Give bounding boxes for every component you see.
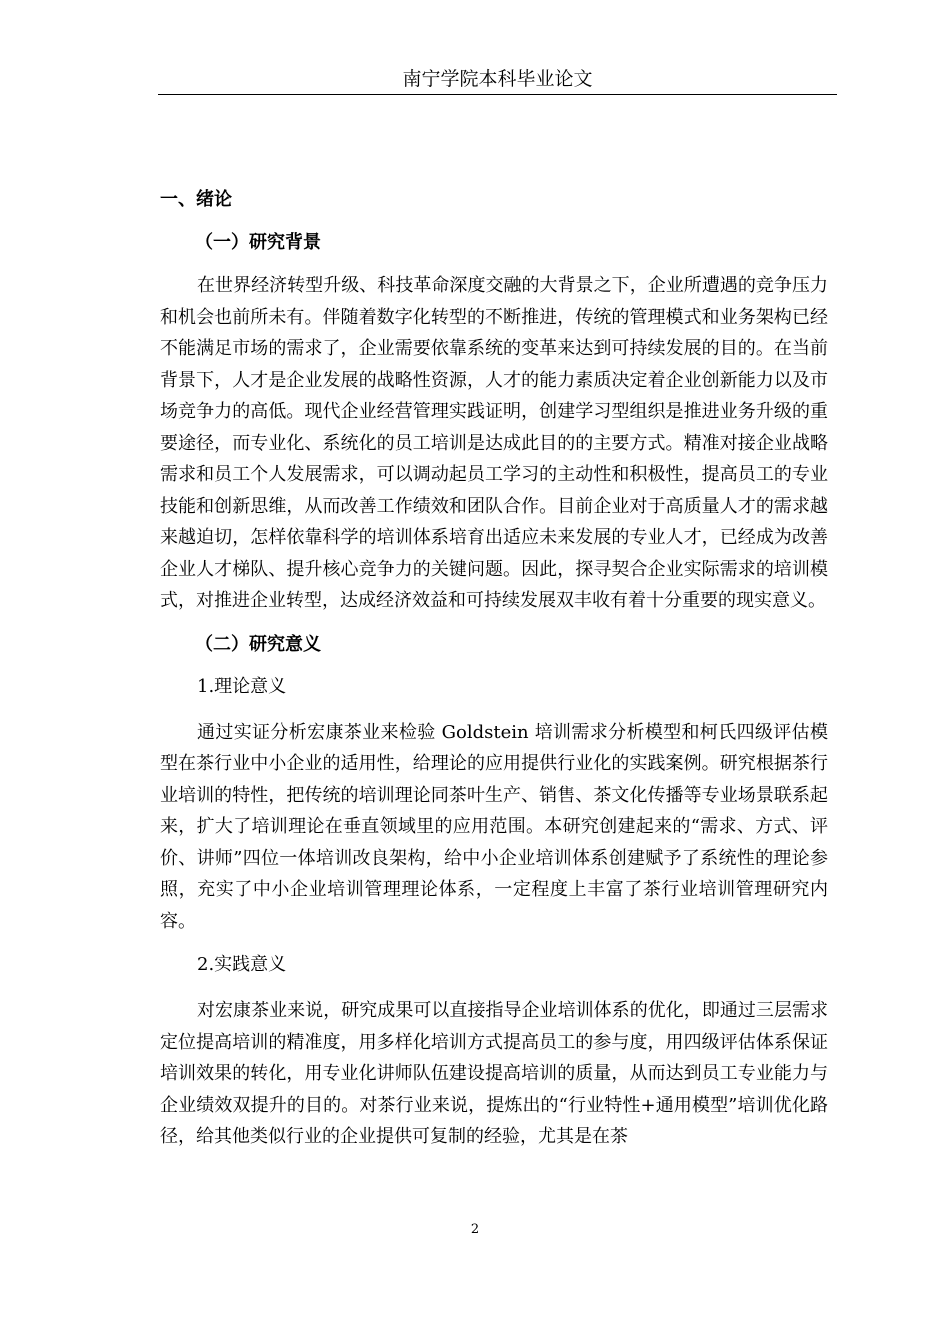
page-number: 2 [470, 1222, 480, 1237]
subsection-heading-practice: 2.实践意义 [197, 954, 287, 975]
header-title: 南宁学院本科毕业论文 [402, 68, 593, 90]
page-header [158, 64, 837, 95]
document-body [160, 185, 828, 1166]
paragraph-background: 在世界经济转型升级、科技革命深度交融的大背景之下，企业所遭遇的竞争压力和机会也前所未有。伴随着数字化转型的不断推进，传统的管理模式和业务架构已经不能满足市场的需求了，企业需要依靠系统的变革来达到可持续发展的目的。在当前背景下，人才是企业发展的战略性资源，人才的能力素质决定着企业创新能力以及市场竞争力的高低。现代企业经营管理实践证明，创建学习型组织是推进业务升级的重要途径，而专业化、系统化的员工培训是达成此目的的主要方式。精准对接企业战略需求和员工个人发展需求，可以调动起员工学习的主动性和积极性，提高员工的专业技能和创新思维，从而改善工作绩效和团队合作。目前企业对于高质量人才的需求越来越迫切，怎样依靠科学的培训体系培育出适应未来发展的专业人才，已经成为改善企业人才梯队、提升核心竞争力的关键问题。因此，探寻契合企业实际需求的培训模式，对推进企业转型，达成经济效益和可持续发展双丰收有着十分重要的现实意义。 [160, 275, 828, 611]
paragraph-practice: 对宏康茶业来说，研究成果可以直接指导企业培训体系的优化，即通过三层需求定位提高培训的精准度，用多样化培训方式提高员工的参与度，用四级评估体系保证培训效果的转化，用专业化讲师队伍建设提高培训的质量，从而达到员工专业能力与企业绩效双提升的目的。对茶行业来说，提炼出的“行业特性+通用模型”培训优化路径，给其他类似行业的企业提供可复制的经验，尤其是在茶 [160, 1000, 828, 1147]
paragraph-theory: 通过实证分析宏康茶业来检验 Goldstein 培训需求分析模型和柯氏四级评估模型在茶行业中小企业的适用性，给理论的应用提供行业化的实践案例。研究根据茶行业培训的特性，把传统的培训理论同茶叶生产、销售、茶文化传播等专业场景联系起来，扩大了培训理论在垂直领域里的应用范围。本研究创建起来的“需求、方式、评价、讲师”四位一体培训改良架构，给中小企业培训体系创建赋予了系统性的理论参照，充实了中小企业培训管理理论体系，一定程度上丰富了茶行业培训管理研究内容。 [160, 721, 828, 932]
section-heading-significance: （二）研究意义 [195, 633, 321, 655]
section-heading-background: （一）研究背景 [195, 232, 321, 253]
chapter-heading: 一、绪论 [160, 189, 232, 210]
subsection-heading-theory: 1.理论意义 [197, 675, 287, 697]
